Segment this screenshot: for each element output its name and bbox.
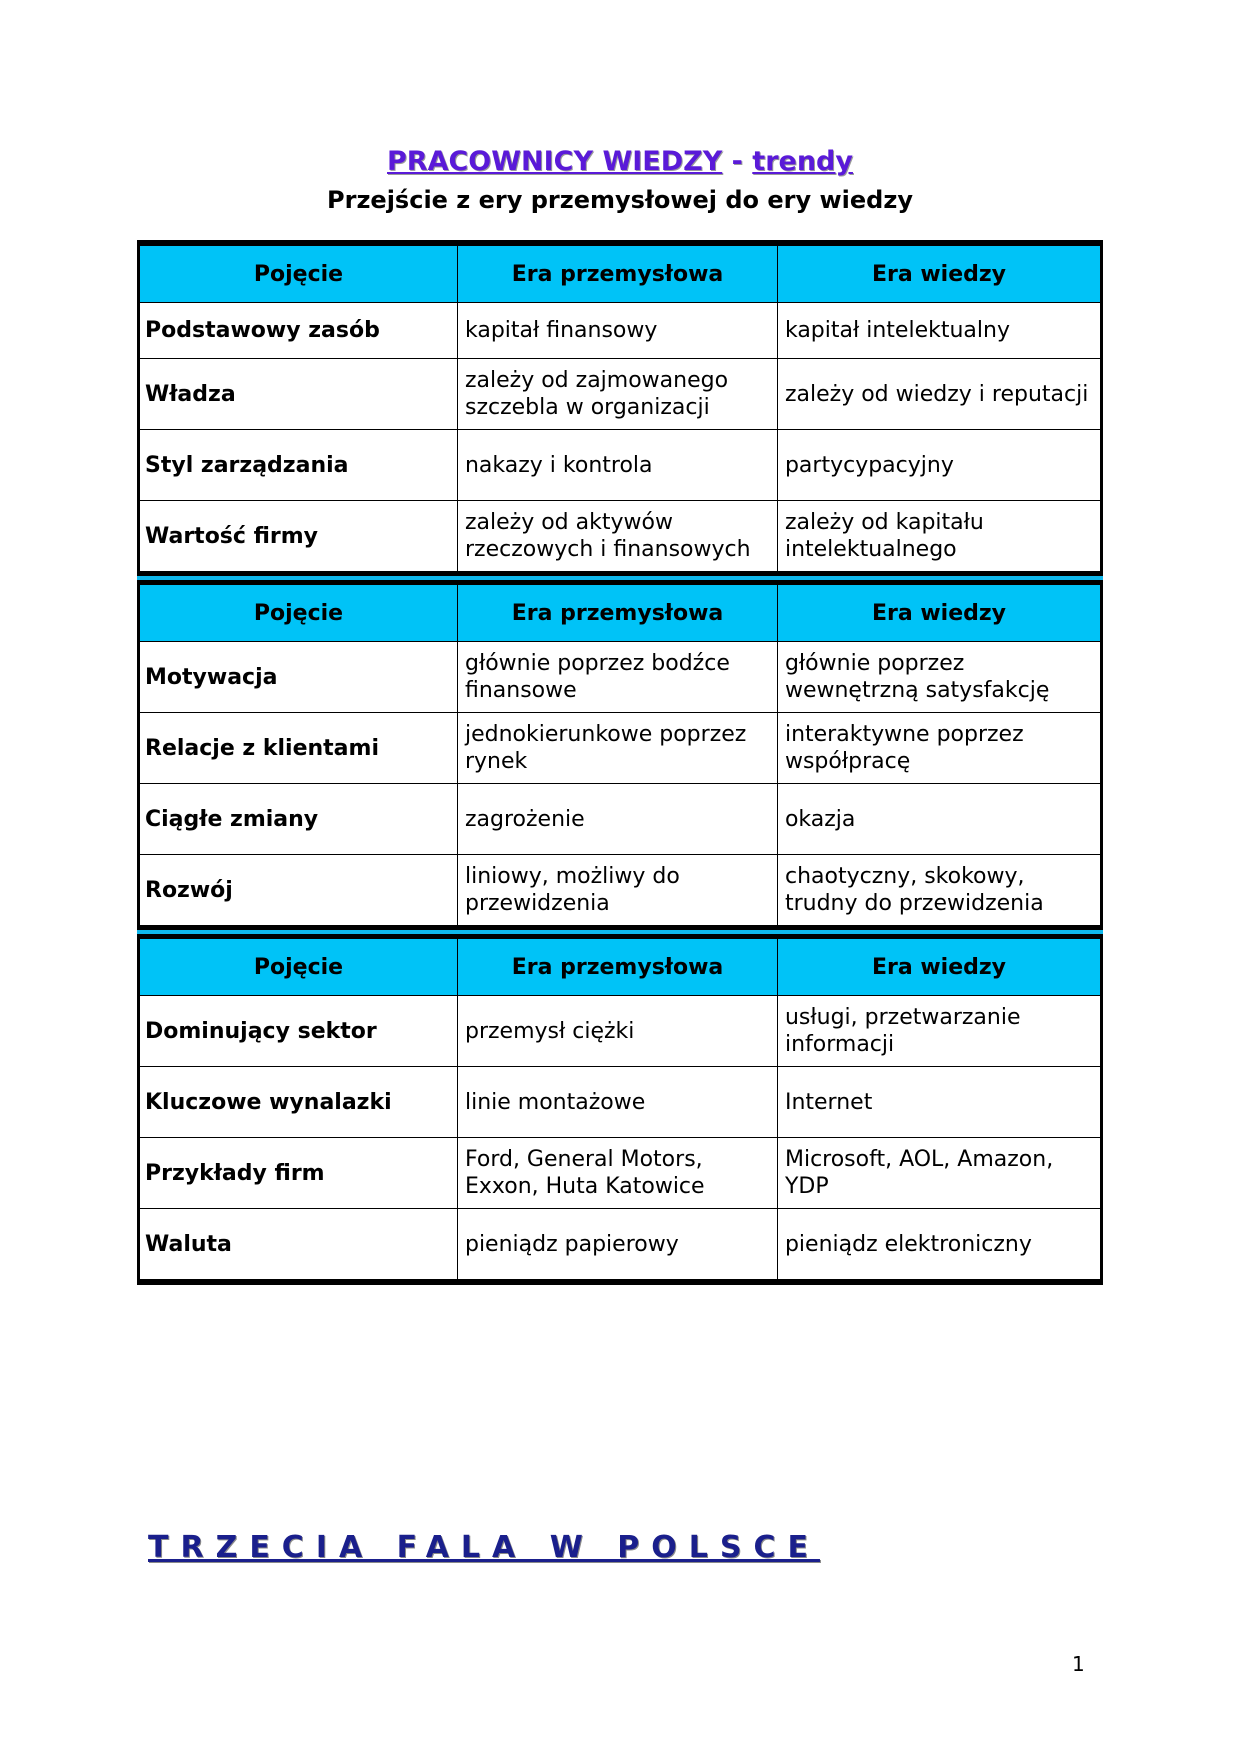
row-knowledge: okazja (777, 784, 1101, 855)
document-subtitle: Przejście z ery przemysłowej do ery wiedzy (327, 186, 913, 214)
table-row (139, 359, 1102, 430)
row-key: Kluczowe wynalazki (139, 1067, 458, 1138)
row-key: Władza (139, 359, 458, 430)
row-key: Przykłady firm (139, 1138, 458, 1209)
row-industrial: Ford, General Motors, Exxon, Huta Katowice (457, 1138, 777, 1209)
header-pojecie: Pojęcie (139, 939, 458, 996)
row-knowledge: zależy od wiedzy i reputacji (777, 359, 1101, 430)
header-era-wiedzy: Era wiedzy (777, 243, 1101, 303)
row-key: Podstawowy zasób (139, 303, 458, 359)
row-knowledge: głównie poprzez wewnętrzną satysfakcję (777, 642, 1101, 713)
header-era-przemyslowa: Era przemysłowa (457, 243, 777, 303)
comparison-table (137, 240, 1103, 1285)
row-industrial: nakazy i kontrola (457, 430, 777, 501)
table-header-row (139, 243, 1102, 303)
document-title (0, 142, 1240, 182)
row-knowledge: partycypacyjny (777, 430, 1101, 501)
row-key: Wartość firmy (139, 501, 458, 572)
title-link-trendy[interactable]: trendy (752, 146, 853, 177)
row-industrial: zależy od aktywów rzeczowych i finansowych (457, 501, 777, 572)
table-row (139, 996, 1102, 1067)
table-row (139, 713, 1102, 784)
row-industrial: pieniądz papierowy (457, 1209, 777, 1283)
row-key: Dominujący sektor (139, 996, 458, 1067)
section-divider (137, 926, 1103, 938)
table-header-row (139, 585, 1102, 642)
row-industrial: przemysł ciężki (457, 996, 777, 1067)
table-row (139, 303, 1102, 359)
row-industrial: głównie poprzez bodźce finansowe (457, 642, 777, 713)
header-era-wiedzy: Era wiedzy (777, 585, 1101, 642)
row-industrial: linie montażowe (457, 1067, 777, 1138)
row-knowledge: interaktywne poprzez współpracę (777, 713, 1101, 784)
row-knowledge: zależy od kapitału intelektualnego (777, 501, 1101, 572)
table-row (139, 855, 1102, 926)
table-section-2 (137, 584, 1103, 926)
row-industrial: zależy od zajmowanego szczebla w organizacji (457, 359, 777, 430)
table-row (139, 501, 1102, 572)
section-divider (137, 572, 1103, 584)
row-key: Motywacja (139, 642, 458, 713)
page-number: 1 (1072, 1652, 1085, 1676)
row-knowledge: usługi, przetwarzanie informacji (777, 996, 1101, 1067)
row-industrial: zagrożenie (457, 784, 777, 855)
row-industrial: kapitał finansowy (457, 303, 777, 359)
table-row (139, 1138, 1102, 1209)
table-row (139, 642, 1102, 713)
table-row (139, 430, 1102, 501)
row-knowledge: chaotyczny, skokowy, trudny do przewidzenia (777, 855, 1101, 926)
row-knowledge: kapitał intelektualny (777, 303, 1101, 359)
section-heading-link[interactable]: TRZECIA FALA W POLSCE (148, 1530, 820, 1565)
header-era-wiedzy: Era wiedzy (777, 939, 1101, 996)
row-key: Ciągłe zmiany (139, 784, 458, 855)
row-key: Relacje z klientami (139, 713, 458, 784)
title-link-pracownicy-wiedzy[interactable]: PRACOWNICY WIEDZY (387, 146, 723, 177)
table-section-1 (137, 240, 1103, 572)
header-era-przemyslowa: Era przemysłowa (457, 939, 777, 996)
row-knowledge: Internet (777, 1067, 1101, 1138)
row-industrial: liniowy, możliwy do przewidzenia (457, 855, 777, 926)
table-row (139, 784, 1102, 855)
row-key: Waluta (139, 1209, 458, 1283)
row-key: Styl zarządzania (139, 430, 458, 501)
row-industrial: jednokierunkowe poprzez rynek (457, 713, 777, 784)
header-era-przemyslowa: Era przemysłowa (457, 585, 777, 642)
title-separator: - (722, 146, 753, 177)
header-pojecie: Pojęcie (139, 585, 458, 642)
table-row (139, 1209, 1102, 1283)
table-row (139, 1067, 1102, 1138)
row-key: Rozwój (139, 855, 458, 926)
row-knowledge: Microsoft, AOL, Amazon, YDP (777, 1138, 1101, 1209)
table-header-row (139, 939, 1102, 996)
row-knowledge: pieniądz elektroniczny (777, 1209, 1101, 1283)
table-section-3 (137, 938, 1103, 1285)
header-pojecie: Pojęcie (139, 243, 458, 303)
